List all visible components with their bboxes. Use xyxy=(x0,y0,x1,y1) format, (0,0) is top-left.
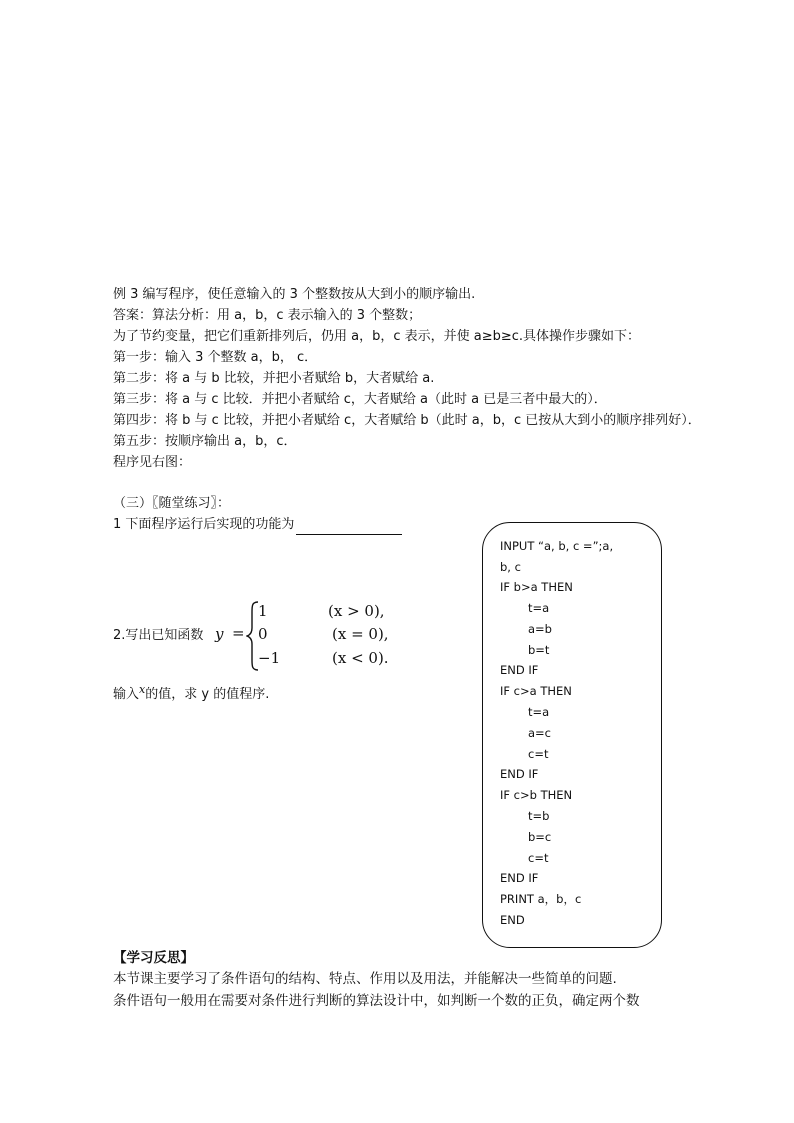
code-line: b=t xyxy=(528,643,550,657)
code-line: END IF xyxy=(500,871,539,885)
practice-heading: （三）〖随堂练习〗： xyxy=(113,496,231,511)
question-2-tail-post: 的值，求 y 的值程序. xyxy=(145,687,270,702)
question-2-tail xyxy=(113,679,269,705)
step-3: 第三步：将 a 与 c 比较．并把小者赋给 c，大者赋给 a（此时 a 已是三者中最大的）． xyxy=(113,392,607,407)
code-line: IF b>a THEN xyxy=(500,580,573,594)
example-title: 例 3 编写程序，使任意输入的 3 个整数按从大到小的顺序输出. xyxy=(113,287,476,302)
code-line: a=c xyxy=(528,726,552,740)
code-line: b, c xyxy=(500,560,521,574)
reflection-heading: 【学习反思】 xyxy=(113,950,194,966)
code-line: b=c xyxy=(528,830,552,844)
code-line: END IF xyxy=(500,663,539,677)
reflection-paragraph-2: 条件语句一般用在需要对条件进行判断的算法设计中，如判断一个数的正负，确定两个数 xyxy=(113,993,640,1009)
program-note: 程序见右图： xyxy=(113,455,192,470)
answer-blank xyxy=(296,520,402,535)
reflection-paragraph-1: 本节课主要学习了条件语句的结构、特点、作用以及用法，并能解决一些简单的问题. xyxy=(113,971,617,987)
variable-x: x xyxy=(139,683,146,696)
function-equals: = xyxy=(232,624,245,642)
step-2: 第二步：将 a 与 b 比较，并把小者赋给 b，大者赋给 a. xyxy=(113,371,435,386)
question-2-tail-pre: 输入 xyxy=(113,687,140,702)
step-5: 第五步：按顺序输出 a，b，c． xyxy=(113,434,297,449)
code-line: INPUT “a, b, c =”;a, xyxy=(500,539,614,553)
case-3-value: −1 xyxy=(258,649,281,667)
example-answer: 答案：算法分析：用 a，b，c 表示输入的 3 个整数； xyxy=(113,308,422,323)
code-line: PRINT a，b，c xyxy=(500,892,582,906)
code-line: t=a xyxy=(528,601,550,615)
example-intro: 为了节约变量，把它们重新排列后，仍用 a，b，c 表示，并使 a≥b≥c.具体操作步骤如下： xyxy=(113,329,641,344)
code-line: c=t xyxy=(528,851,549,865)
code-line: END xyxy=(500,913,525,927)
code-line: t=b xyxy=(528,809,550,823)
case-2-value: 0 xyxy=(258,625,268,643)
question-1 xyxy=(113,514,402,535)
case-3-condition: (x < 0). xyxy=(332,649,389,667)
function-y: y xyxy=(215,625,224,643)
step-4: 第四步：将 b 与 c 比较，并把小者赋给 c，大者赋给 b（此时 a，b，c 已按从大到小的顺序排列好）． xyxy=(113,413,701,428)
code-line: t=a xyxy=(528,705,550,719)
code-line: c=t xyxy=(528,747,549,761)
question-2-label: 2.写出已知函数 xyxy=(113,628,204,643)
question-1-text: 1 下面程序运行后实现的功能为 xyxy=(113,517,295,532)
code-line: IF c>a THEN xyxy=(500,684,572,698)
code-line: END IF xyxy=(500,767,539,781)
case-1-condition: (x > 0), xyxy=(328,602,385,620)
case-2-condition: (x = 0), xyxy=(332,625,389,643)
step-1: 第一步：输入 3 个整数 a，b， c． xyxy=(113,350,318,365)
case-1-value: 1 xyxy=(258,602,268,620)
code-line: a=b xyxy=(528,622,552,636)
code-line: IF c>b THEN xyxy=(500,788,573,802)
